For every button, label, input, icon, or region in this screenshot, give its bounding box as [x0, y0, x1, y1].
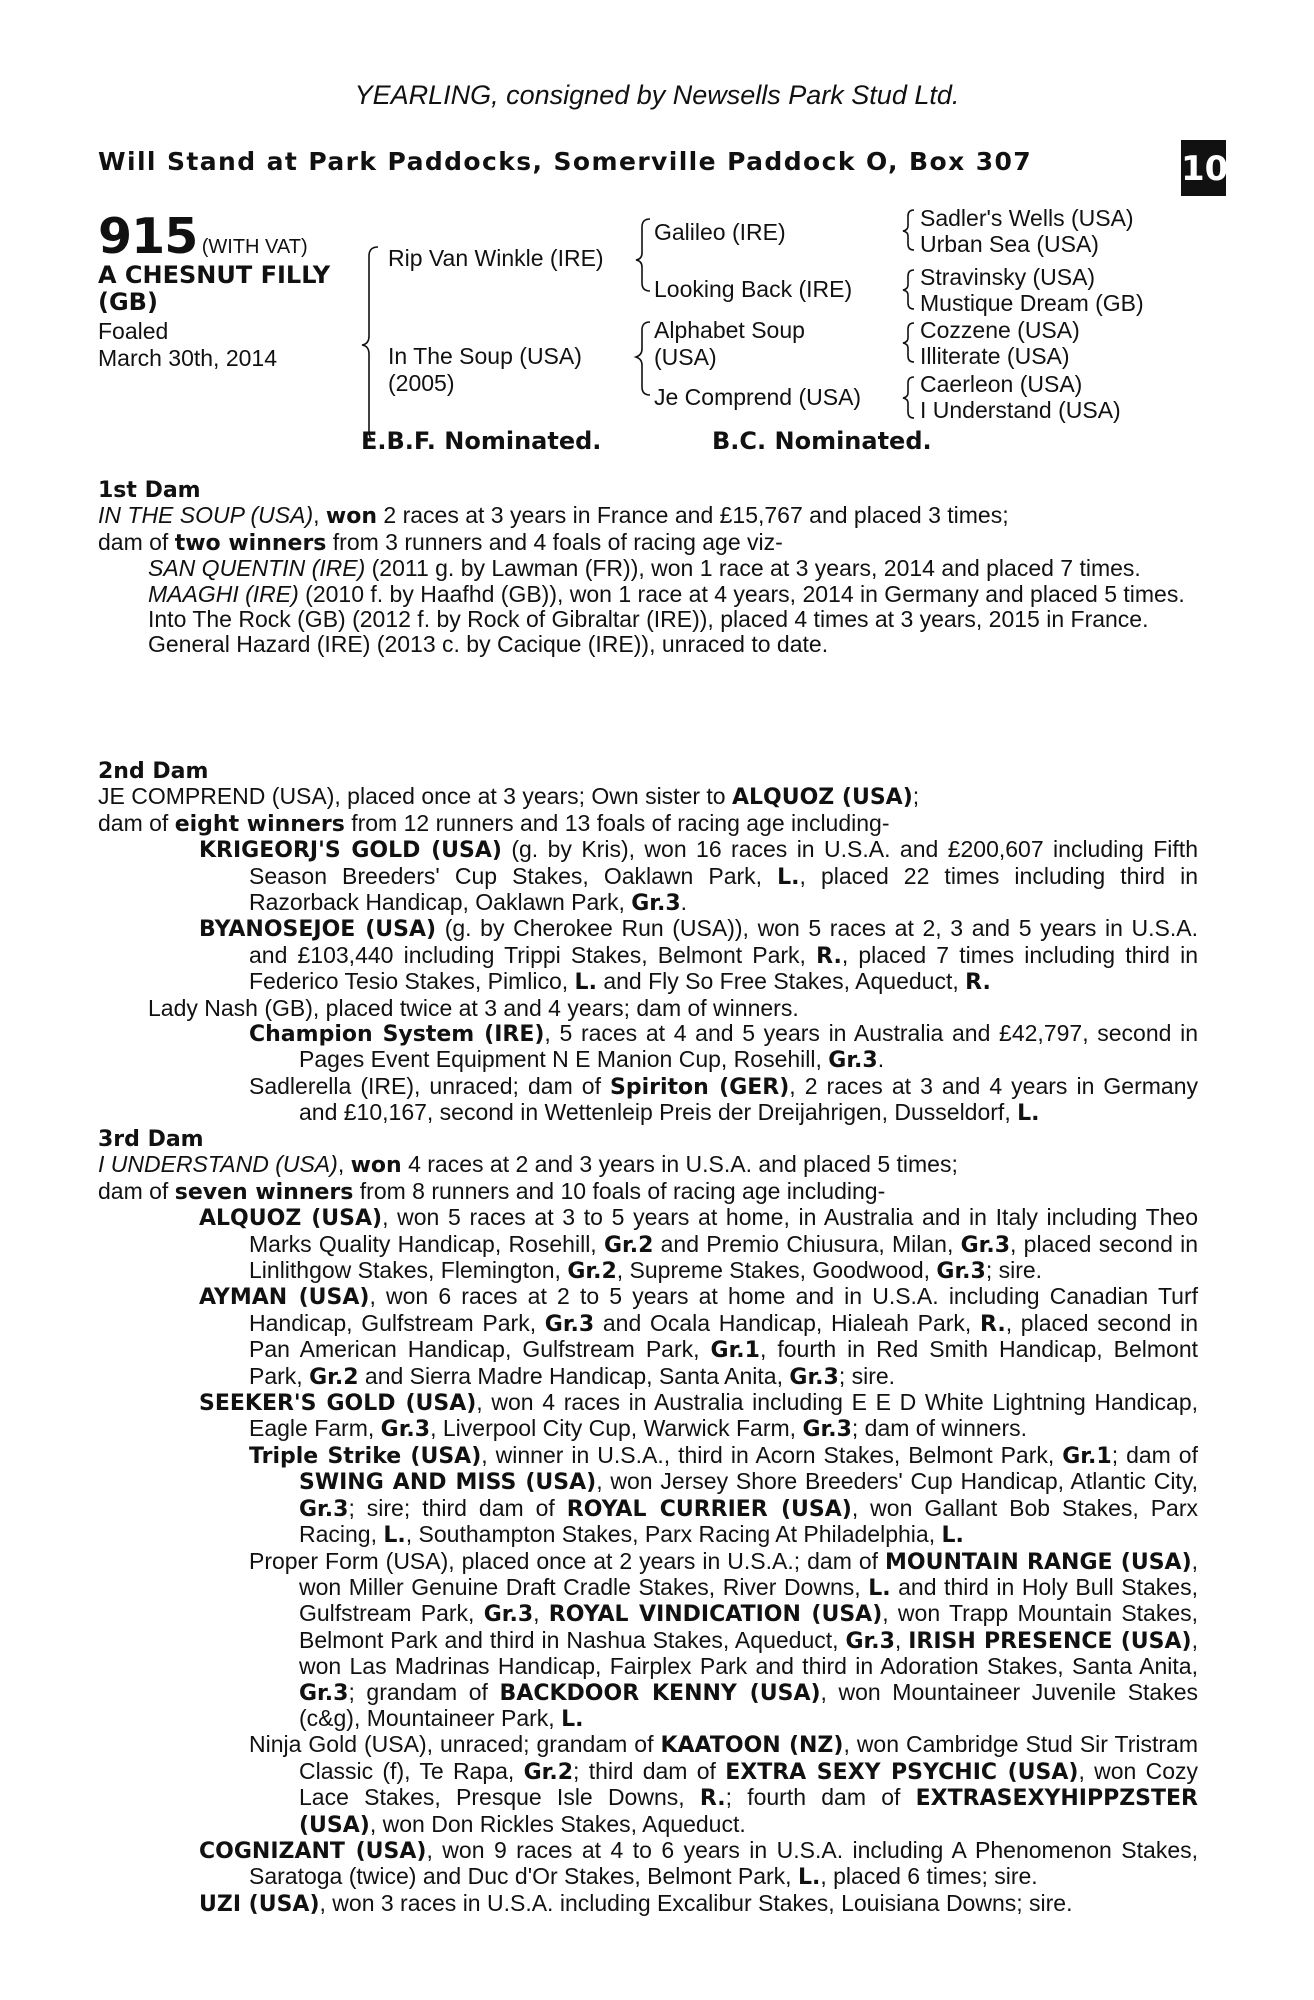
dam-name	[388, 343, 582, 397]
offspring-krigeorjs-gold: KRIGEORJ'S GOLD (USA) (g. by Kris), won 16 races in U.S.A. and £200,607 including Fifth Season Breeders' Cup Stakes, Oaklawn Park, L., placed 22 times including third in Razorback Handicap, Oaklawn Park, Gr.3.	[199, 836, 1198, 917]
foaled-date: March 30th, 2014	[98, 345, 278, 371]
badge-plus: +	[1184, 125, 1197, 143]
lot-number: 915	[98, 208, 198, 265]
horse-line-2: (GB)	[98, 288, 158, 316]
offspring-general-hazard: General Hazard (IRE) (2013 c. by Cacique (IRE)), unraced to date.	[148, 631, 829, 658]
offspring-alquoz: ALQUOZ (USA), won 5 races at 3 to 5 years at home, in Australia and in Italy including Theo Marks Quality Handicap, Rosehill, Gr.2 and Premio Chiusura, Milan, Gr.3, placed second in Linlithgow Stakes, Flemington, Gr.2, Supreme Stakes, Goodwood, Gr.3; sire.	[199, 1204, 1199, 1285]
bc-nominated: B.C. Nominated.	[712, 427, 932, 455]
ebf-nominated: E.B.F. Nominated.	[361, 427, 602, 455]
badge-number: 10	[1181, 149, 1229, 189]
third-dam-section	[98, 1127, 1198, 1917]
sire-dam-dam: Mustique Dream (GB)	[920, 290, 1144, 316]
dam-sire	[654, 317, 805, 371]
consignor-line: YEARLING, consigned by Newsells Park Stud Ltd.	[354, 80, 960, 110]
grandoffspring-triple-strike: Triple Strike (USA), winner in U.S.A., third in Acorn Stakes, Belmont Park, Gr.1; dam of SWING AND MISS (USA), won Jersey Shore Breeders' Cup Handicap, Atlantic City, Gr.3; sire; third dam of ROYAL CURRIER (USA), won Gallant Bob Stakes, Parx Racing, L., Southampton Stakes, Parx Racing At Philadelphia, L.	[249, 1441, 1199, 1549]
offspring-maaghi: MAAGHI (IRE) (2010 f. by Haafhd (GB)), won 1 race at 4 years, 2014 in Germany and placed 5 times.	[148, 580, 1185, 607]
dam-dam-sire: Caerleon (USA)	[920, 371, 1083, 397]
grandoffspring-proper-form: Proper Form (USA), placed once at 2 years in U.S.A.; dam of MOUNTAIN RANGE (USA), won Miller Genuine Draft Cradle Stakes, River Downs, L. and third in Holy Bull Stakes, Gulfstream Park, Gr.3, ROYAL VINDICATION (USA), won Trapp Mountain Stakes, Belmont Park and third in Nashua Stakes, Aqueduct, Gr.3, IRISH PRESENCE (USA), won Las Madrinas Handicap, Fairplex Park and third in Adoration Stakes, Santa Anita, Gr.3; grandam of BACKDOOR KENNY (USA), won Mountaineer Juvenile Stakes (c&g), Mountaineer Park, L.	[249, 1547, 1199, 1732]
dam-sire-line-2: (USA)	[654, 344, 717, 370]
sire-dam-sire: Stravinsky (USA)	[920, 264, 1096, 290]
sire-sire-dam: Urban Sea (USA)	[920, 231, 1099, 257]
dam-sire-sire: Cozzene (USA)	[920, 317, 1080, 343]
second-dam-line: JE COMPREND (USA), placed once at 3 years; Own sister to ALQUOZ (USA);	[98, 783, 920, 811]
dam-dam: Je Comprend (USA)	[654, 384, 862, 410]
sire-sire-sire: Sadler's Wells (USA)	[920, 205, 1134, 231]
offspring-uzi: UZI (USA), won 3 races in U.S.A. including Excalibur Stakes, Louisiana Downs; sire.	[199, 1889, 1073, 1917]
offspring-cognizant: COGNIZANT (USA), won 9 races at 4 to 6 years in U.S.A. including A Phenomenon Stakes, Saratoga (twice) and Duc d'Or Stakes, Belmont Park, L., placed 6 times; sire.	[199, 1836, 1198, 1891]
first-dam-heading: 1st Dam	[98, 478, 201, 503]
third-dam-line: I UNDERSTAND (USA), won 4 races at 2 and 3 years in U.S.A. and placed 5 times;	[98, 1151, 958, 1179]
horse-line-1: A CHESNUT FILLY	[98, 261, 331, 289]
second-dam-heading: 2nd Dam	[98, 759, 209, 784]
offspring-byanosejoe: BYANOSEJOE (USA) (g. by Cherokee Run (USA)), won 5 races at 2, 3 and 5 years in U.S.A. and £103,440 including Trippi Stakes, Belmont Park, R., placed 7 times including third in Federico Tesio Stakes, Pimlico, L. and Fly So Free Stakes, Aqueduct, R.	[199, 915, 1199, 996]
offspring-lady-nash: Lady Nash (GB), placed twice at 3 and 4 years; dam of winners.	[148, 994, 799, 1021]
offspring-into-the-rock: Into The Rock (GB) (2012 f. by Rock of Gibraltar (IRE)), placed 4 times at 3 years, 2015 in France.	[148, 606, 1149, 633]
dam-sire-dam: Illiterate (USA)	[920, 343, 1070, 369]
dam-sire-line-1: Alphabet Soup	[654, 317, 805, 343]
grandoffspring-ninja-gold: Ninja Gold (USA), unraced; grandam of KAATOON (NZ), won Cambridge Stud Sir Tristram Classic (f), Te Rapa, Gr.2; third dam of EXTRA SEXY PSYCHIC (USA), won Cozy Lace Stakes, Presque Isle Downs, R.; fourth dam of EXTRASEXYHIPPZSTER (USA), won Don Rickles Stakes, Aqueduct.	[249, 1731, 1198, 1838]
third-dam-summary: dam of seven winners from 8 runners and 10 foals of racing age including-	[98, 1177, 886, 1205]
offspring-san-quentin: SAN QUENTIN (IRE) (2011 g. by Lawman (FR)), won 1 race at 3 years, 2014 and placed 7 times.	[148, 555, 1141, 582]
first-dam-line: IN THE SOUP (USA), won 2 races at 3 years in France and £15,767 and placed 3 times;	[98, 502, 1009, 530]
sire-dam: Looking Back (IRE)	[654, 276, 853, 302]
first-dam-section	[98, 478, 1198, 658]
dam-name-line-2: (2005)	[388, 370, 455, 396]
foaled-label: Foaled	[98, 318, 169, 344]
lot-vat: (WITH VAT)	[201, 236, 308, 258]
first-dam-summary: dam of two winners from 3 runners and 4 foals of racing age viz-	[98, 528, 783, 556]
stand-location: Will Stand at Park Paddocks, Somerville Paddock O, Box 307	[98, 147, 1033, 176]
sire-sire: Galileo (IRE)	[654, 219, 786, 245]
offspring-seekers-gold: SEEKER'S GOLD (USA), won 4 races in Australia including E E D White Lightning Handicap, Eagle Farm, Gr.3, Liverpool City Cup, Warwick Farm, Gr.3; dam of winners.	[199, 1389, 1199, 1443]
grandoffspring-champion-system: Champion System (IRE), 5 races at 4 and 5 years in Australia and £42,797, second in Pages Event Equipment N E Manion Cup, Rosehill, Gr.3.	[249, 1020, 1198, 1074]
third-dam-heading: 3rd Dam	[98, 1127, 204, 1152]
dam-dam-dam: I Understand (USA)	[920, 397, 1121, 423]
offspring-ayman: AYMAN (USA), won 6 races at 2 to 5 years at home and in U.S.A. including Canadian Turf Handicap, Gulfstream Park, Gr.3 and Ocala Handicap, Hialeah Park, R., placed second in Pan American Handicap, Gulfstream Park, Gr.1, fourth in Red Smith Handicap, Belmont Park, Gr.2 and Sierra Madre Handicap, Santa Anita, Gr.3; sire.	[199, 1283, 1198, 1390]
grandoffspring-sadlerella: Sadlerella (IRE), unraced; dam of Spiriton (GER), 2 races at 3 and 4 years in Germany and £10,167, second in Wettenleip Preis der Dreijahrigen, Dusseldorf, L.	[249, 1072, 1198, 1127]
second-dam-summary: dam of eight winners from 12 runners and 13 foals of racing age including-	[98, 809, 890, 837]
sire-name: Rip Van Winkle (IRE)	[388, 245, 604, 271]
dam-name-line-1: In The Soup (USA)	[388, 343, 582, 369]
second-dam-section	[98, 759, 1198, 1127]
